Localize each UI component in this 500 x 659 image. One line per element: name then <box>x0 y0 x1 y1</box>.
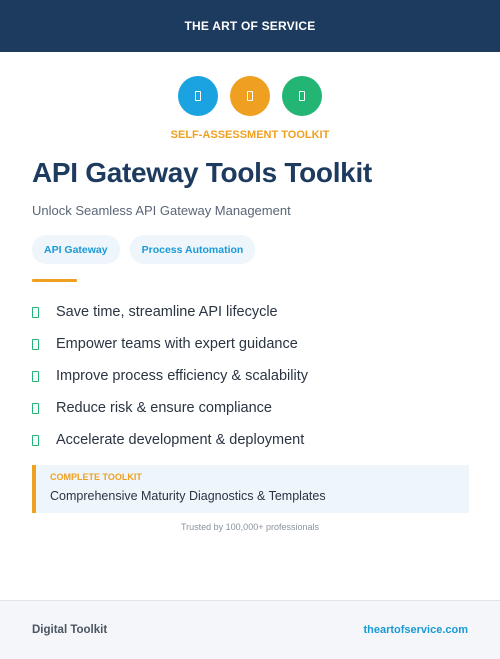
footer-label: Digital Toolkit <box>32 624 108 636</box>
complete-toolkit-callout <box>32 465 469 513</box>
benefit-list <box>32 296 308 456</box>
trust-note: Trusted by 100,000+ professionals <box>180 522 319 532</box>
check-icon <box>32 307 39 318</box>
document-icon <box>299 91 305 101</box>
website-link[interactable]: theartofservice.com <box>363 624 468 636</box>
benefit-text: Reduce risk & ensure compliance <box>56 400 272 416</box>
document-icon <box>195 91 201 101</box>
check-icon <box>32 339 39 350</box>
brand-name: THE ART OF SERVICE <box>184 19 316 33</box>
accent-divider <box>32 279 77 282</box>
icon-circle-orange <box>230 76 270 116</box>
tag-process-automation: Process Automation <box>130 235 256 264</box>
benefit-item <box>32 328 308 360</box>
page-title: API Gateway Tools Toolkit <box>32 157 372 188</box>
icon-row <box>0 76 500 116</box>
tag-list <box>32 235 255 264</box>
benefit-item <box>32 360 308 392</box>
benefit-item <box>32 424 308 456</box>
tag-api-gateway: API Gateway <box>32 235 120 264</box>
benefit-item <box>32 392 308 424</box>
benefit-text: Improve process efficiency & scalability <box>56 368 308 384</box>
benefit-text: Empower teams with expert guidance <box>56 336 298 352</box>
check-icon <box>32 435 39 446</box>
page-subtitle: Unlock Seamless API Gateway Management <box>32 203 291 218</box>
callout-label: COMPLETE TOOLKIT <box>50 472 142 482</box>
check-icon <box>32 403 39 414</box>
footer <box>0 600 500 659</box>
kicker-label: SELF-ASSESSMENT TOOLKIT <box>170 129 330 141</box>
benefit-text: Save time, streamline API lifecycle <box>56 304 278 320</box>
check-icon <box>32 371 39 382</box>
icon-circle-green <box>282 76 322 116</box>
icon-circle-blue <box>178 76 218 116</box>
callout-text: Comprehensive Maturity Diagnostics & Templates <box>50 489 326 503</box>
benefit-text: Accelerate development & deployment <box>56 432 305 448</box>
header-band <box>0 0 500 52</box>
document-icon <box>247 91 253 101</box>
benefit-item <box>32 296 308 328</box>
